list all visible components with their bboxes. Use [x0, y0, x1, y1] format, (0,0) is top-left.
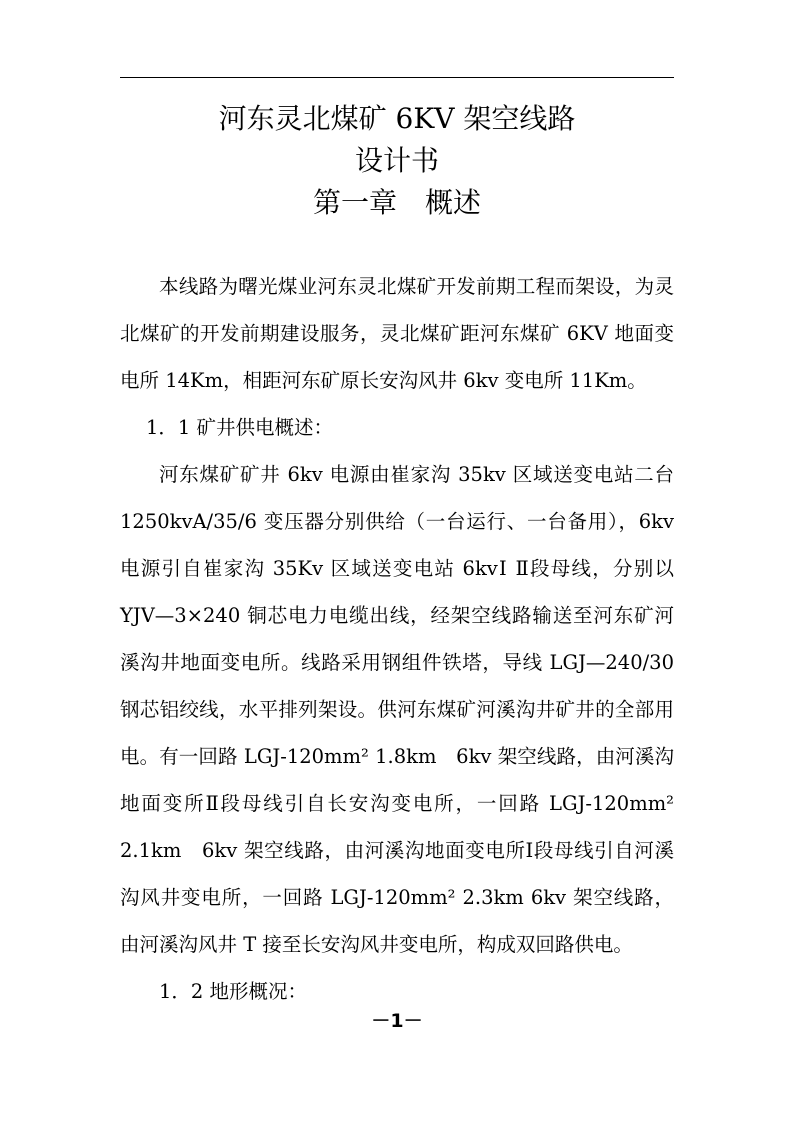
header-rule	[120, 77, 674, 78]
paragraph-power-supply: 河东煤矿矿井 6kv 电源由崔家沟 35kv 区域送变电站二台 1250kvA/35/6 变压器分别供给（一台运行、一台备用），6kv 电源引自崔家沟 35Kv 区域送变电站 6kvⅠ Ⅱ段母线，分别以 YJV—3×240 铜芯电力电缆出线，经架空线路输送至河东矿河溪沟井地面变电所。线路采用钢组件铁塔，导线 LGJ—240/30 钢芯铝绞线，水平排列架设。供河东煤矿河溪沟井矿井的全部用电。有一回路 LGJ-120mm² 1.8km 6kv 架空线路，由河溪沟地面变所Ⅱ段母线引自长安沟变电所，一回路 LGJ-120mm² 2.1km 6kv 架空线路，由河溪沟地面变电所Ⅰ段母线引自河溪沟风井变电所，一回路 LGJ-120mm² 2.3km 6kv 架空线路，由河溪沟风井 T 接至长安沟风井变电所，构成双回路供电。	[120, 463, 674, 956]
paragraph-intro: 本线路为曙光煤业河东灵北煤矿开发前期工程而架设，为灵北煤矿的开发前期建设服务，灵北煤矿距河东煤矿 6KV 地面变电所 14Km，相距河东矿原长安沟风井 6kv 变电所 11Km。	[120, 275, 674, 392]
section-heading-1-2: 1．2 地形概况：	[159, 980, 308, 1003]
page-number: －1－	[371, 1010, 423, 1032]
document-title: 河东灵北煤矿 6KV 架空线路	[218, 102, 576, 135]
document-subtitle: 设计书	[354, 144, 439, 177]
chapter-heading: 第一章 概述	[312, 186, 481, 219]
document-body	[120, 263, 674, 1015]
section-heading-1-1: 1．1 矿井供电概述：	[146, 416, 334, 439]
